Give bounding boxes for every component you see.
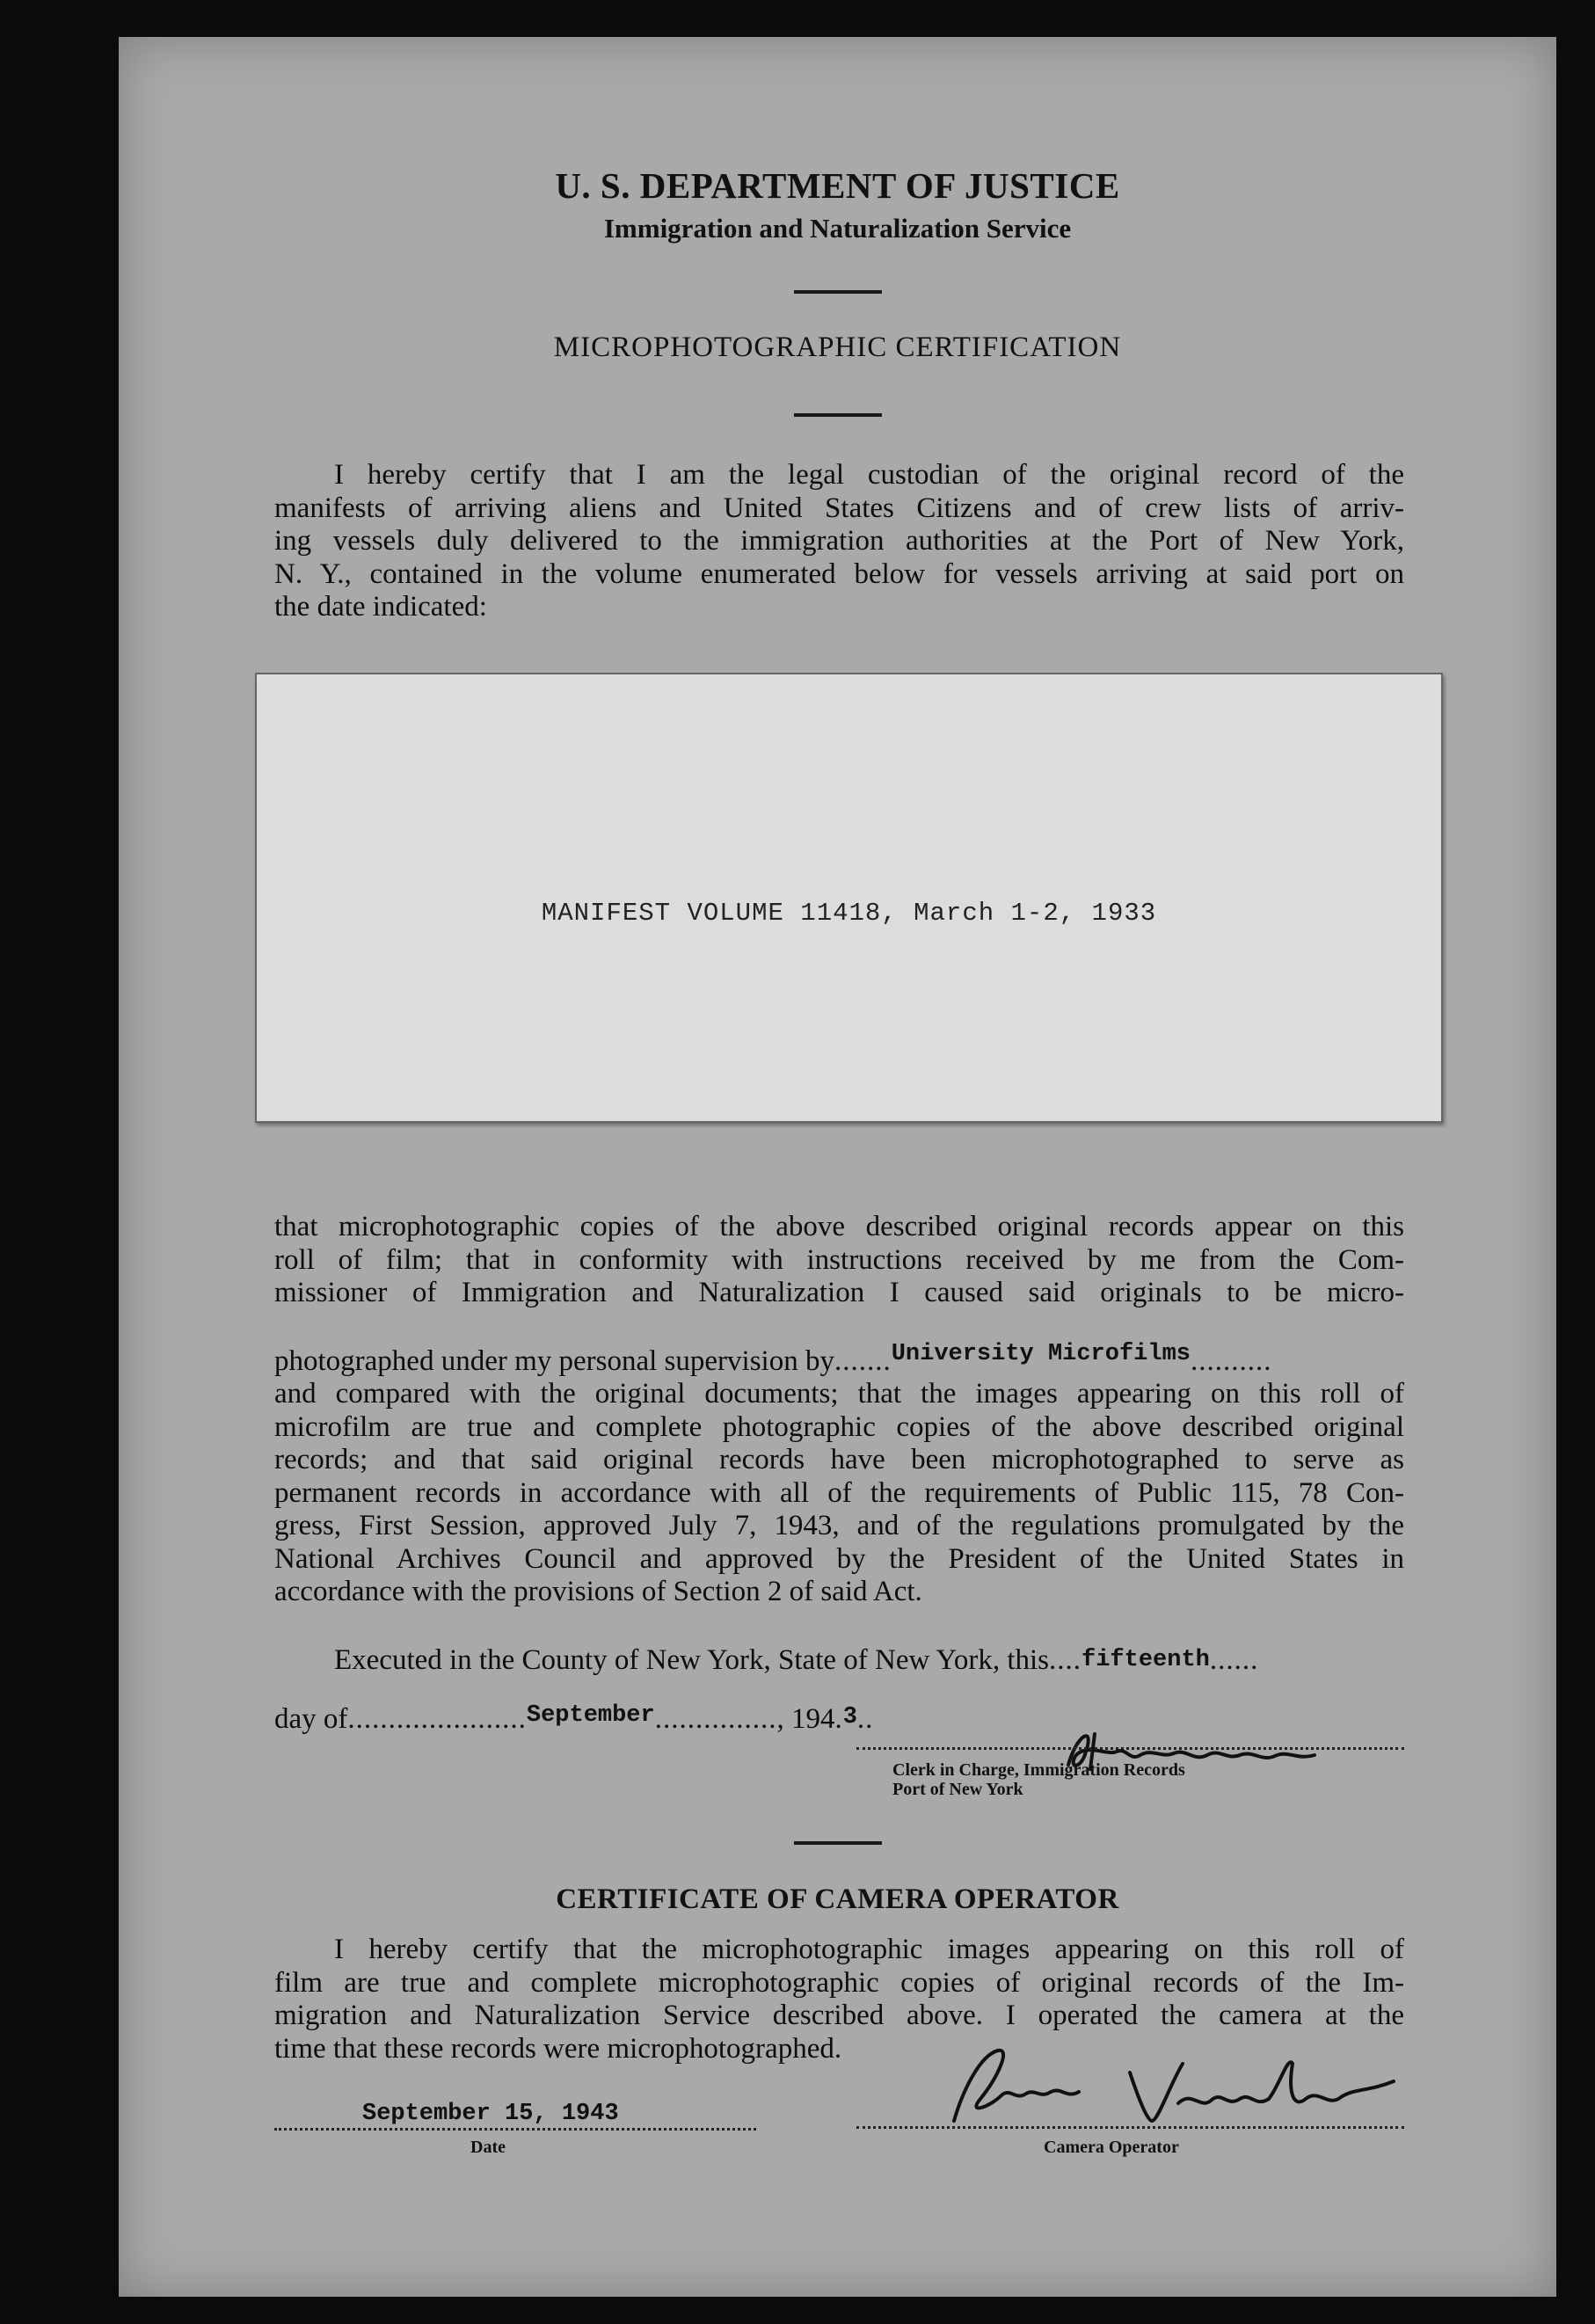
- date-line: [274, 2128, 756, 2131]
- divider-rule: [794, 1841, 882, 1845]
- year-digit-value: 3: [842, 1704, 857, 1730]
- day-of-line: day of......................$^{September}$..............., 194.3..: [274, 1702, 874, 1735]
- manifest-slip: [255, 673, 1443, 1123]
- day-of-label: day of: [274, 1703, 348, 1735]
- intro-paragraph: [274, 459, 1404, 624]
- paragraph-line: National Archives Council and approved by the President of the United States in: [274, 1542, 1404, 1575]
- divider-rule: [794, 290, 882, 294]
- camera-operator-signature-line: [856, 2126, 1404, 2129]
- body-paragraph-a: [274, 1211, 1404, 1310]
- paragraph-line: roll of film; that in conformity with instructions received by me from the Com-: [274, 1243, 1404, 1276]
- paragraph-line: permanent records in accordance with all of the requirements of Public 115, 78 Con-: [274, 1476, 1404, 1509]
- photographed-by-value: University Microfilms: [891, 1341, 1191, 1367]
- manifest-volume-text: MANIFEST VOLUME 11418, March 1-2, 1933: [541, 899, 1157, 928]
- divider-rule: [794, 413, 882, 417]
- executed-day-value: fifteenth: [1082, 1647, 1210, 1673]
- paragraph-line: microfilm are true and complete photographic copies of the above described original: [274, 1410, 1404, 1443]
- clerk-caption-port: Port of New York: [892, 1780, 1023, 1799]
- paragraph-line: accordance with the provisions of Section 2 of said Act.: [274, 1576, 922, 1607]
- paragraph-line: N. Y., contained in the volume enumerated below for vessels arriving at said port on: [274, 557, 1404, 590]
- paragraph-line: the date indicated:: [274, 591, 487, 623]
- month-value: September: [526, 1702, 655, 1729]
- paragraph-line: ing vessels duly delivered to the immigration authorities at the Port of New York,: [274, 525, 1404, 557]
- date-caption: Date: [470, 2138, 506, 2157]
- photographed-by-line: photographed under my personal supervision by.......$^{University Microfilms}$..........: [274, 1341, 1272, 1377]
- paragraph-line: that microphotographic copies of the above described original records appear on this: [274, 1211, 1404, 1242]
- department-title: U. S. DEPARTMENT OF JUSTICE: [555, 165, 1120, 206]
- camera-date-value: September 15, 1943: [362, 2101, 619, 2127]
- executed-prefix: Executed in the County of New York, State of New York, this: [334, 1644, 1050, 1676]
- paragraph-line: missioner of Immigration and Naturalization I caused said originals to be micro-: [274, 1277, 1404, 1308]
- clerk-caption-title: Clerk in Charge, Immigration Records: [892, 1760, 1185, 1780]
- paragraph-line: film are true and complete microphotographic copies of original records of the Im-: [274, 1966, 1404, 1999]
- paragraph-line: and compared with the original documents; that the images appearing on this roll of: [274, 1378, 1404, 1410]
- camera-operator-caption: Camera Operator: [1044, 2138, 1179, 2157]
- service-subtitle: Immigration and Naturalization Service: [603, 213, 1072, 244]
- paragraph-line: I hereby certify that the microphotographic images appearing on this roll of: [334, 1934, 1404, 1965]
- clerk-caption: [892, 1760, 1185, 1799]
- paragraph-line: records; and that said original records have been microphotographed to serve as: [274, 1444, 1404, 1475]
- photographed-prefix: photographed under my personal supervision by: [274, 1345, 834, 1377]
- paragraph-line: manifests of arriving aliens and United States Citizens and of crew lists of arriv-: [274, 492, 1404, 524]
- clerk-signature-line: [856, 1747, 1404, 1750]
- year-prefix: , 194: [776, 1703, 835, 1735]
- paragraph-line: gress, First Session, approved July 7, 1943, and of the regulations promulgated by the: [274, 1510, 1404, 1541]
- paragraph-line: time that these records were microphotographed.: [274, 2032, 842, 2065]
- certification-title: MICROPHOTOGRAPHIC CERTIFICATION: [553, 331, 1122, 363]
- camera-operator-signature: [928, 2037, 1420, 2134]
- body-paragraph-b: [274, 1378, 1404, 1609]
- executed-line: Executed in the County of New York, State of New York, this....fifteenth......: [334, 1644, 1259, 1676]
- paragraph-line: I hereby certify that I am the legal custodian of the original record of the: [334, 459, 1404, 491]
- paragraph-line: migration and Naturalization Service described above. I operated the camera at the: [274, 2000, 1404, 2031]
- camera-operator-title: CERTIFICATE OF CAMERA OPERATOR: [556, 1883, 1119, 1915]
- document-page: [119, 37, 1556, 2297]
